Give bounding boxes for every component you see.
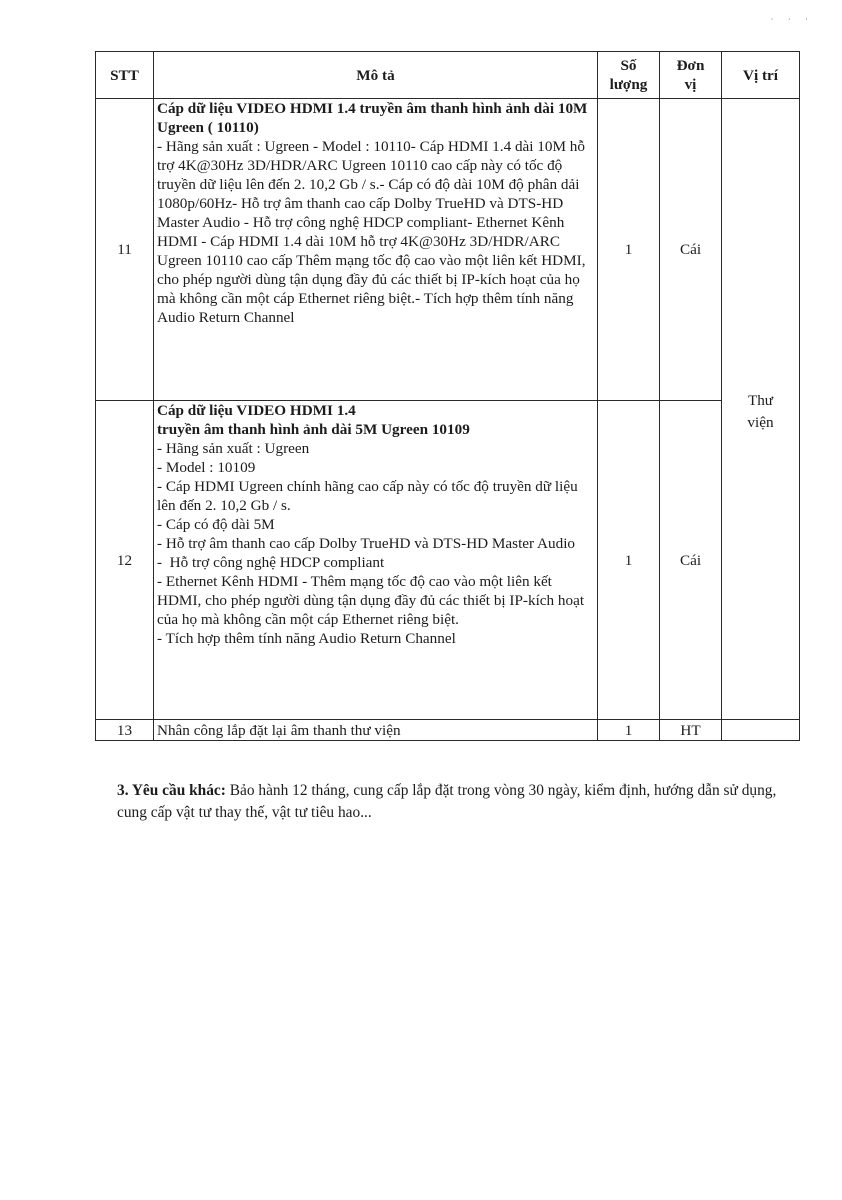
item-title: Cáp dữ liệu VIDEO HDMI 1.4 truyền âm thanh hình ảnh dài 10M Ugreen ( 10110) <box>157 100 588 136</box>
header-quantity-line1: Số <box>620 57 637 74</box>
table-row <box>96 99 800 401</box>
table-header-row <box>96 52 800 99</box>
item-spec-line: - Hãng sản xuất : Ugreen <box>157 440 310 457</box>
row-quantity: 1 <box>598 720 660 741</box>
row-quantity: 1 <box>598 99 660 401</box>
other-requirements <box>117 780 807 824</box>
header-unit-line2: vị <box>684 76 697 93</box>
other-requirements-text: Bảo hành 12 tháng, cung cấp lắp đặt trong vòng 30 ngày, kiểm định, hướng dẫn sử dụng, cung cấp vật tư thay thế, vật tư tiêu hao... <box>117 782 777 822</box>
scan-specks: · · · <box>770 14 814 24</box>
row-description: Nhân công lắp đặt lại âm thanh thư viện <box>154 720 598 741</box>
row-location-empty <box>722 720 800 741</box>
item-spec-line: - Tích hợp thêm tính năng Audio Return Channel <box>157 630 456 647</box>
item-spec-line: - Cáp có độ dài 5M <box>157 516 275 533</box>
item-spec-line: - Hỗ trợ công nghệ HDCP compliant <box>157 554 385 571</box>
header-quantity <box>598 52 660 99</box>
item-spec-line: - Model : 10109 <box>157 459 256 476</box>
row-stt: 13 <box>96 720 154 741</box>
row-unit: HT <box>660 720 722 741</box>
item-title-line1: Cáp dữ liệu VIDEO HDMI 1.4 <box>157 402 356 419</box>
header-description: Mô tả <box>154 52 598 99</box>
row-unit: Cái <box>660 401 722 720</box>
row-description <box>154 99 598 401</box>
header-unit <box>660 52 722 99</box>
other-requirements-label: 3. Yêu cầu khác: <box>117 782 226 800</box>
item-spec-line: - Ethernet Kênh HDMI - Thêm mạng tốc độ cao vào một liên kết HDMI, cho phép người dùng tận dụng đầy đủ các thiết bị IP-kích hoạt của họ mà không cần một cáp Ethernet riêng biệt. <box>157 573 588 628</box>
location-value-line2: viện <box>747 414 774 431</box>
equipment-table <box>95 51 800 741</box>
item-spec-line: - Cáp HDMI Ugreen chính hãng cao cấp này có tốc độ truyền dữ liệu lên đến 2. 10,2 Gb / s. <box>157 478 582 514</box>
item-spec-text: - Hãng sản xuất : Ugreen - Model : 10110- Cáp HDMI 1.4 dài 10M hỗ trợ 4K@30Hz 3D/HDR/ARC Ugreen 10110 cao cấp này có tốc độ truyền dữ liệu lên đến 2. 10,2 Gb / s.- Cáp có độ dài 10M độ phân dải 1080p/60Hz- Hỗ trợ âm thanh cao cấp Dolby TrueHD và DTS-HD Master Audio - Hỗ trợ công nghệ HDCP compliant- Ethernet Kênh HDMI - Cáp HDMI 1.4 dài 10M hỗ trợ 4K@30Hz 3D/HDR/ARC Ugreen 10110 cao cấp Thêm mạng tốc độ cao vào một liên kết HDMI, cho phép người dùng tận dụng đầy đủ các thiết bị IP-kích hoạt của họ mà không cần một cáp Ethernet riêng biệt.- Tích hợp thêm tính năng Audio Return Channel <box>157 138 590 326</box>
row-stt: 11 <box>96 99 154 401</box>
location-cell <box>722 99 800 720</box>
header-unit-line1: Đơn <box>676 57 705 74</box>
row-quantity: 1 <box>598 401 660 720</box>
table-row <box>96 720 800 741</box>
row-stt: 12 <box>96 401 154 720</box>
location-value-line1: Thư <box>747 392 774 409</box>
item-spec-line: - Hỗ trợ âm thanh cao cấp Dolby TrueHD và DTS-HD Master Audio <box>157 535 576 552</box>
row-description <box>154 401 598 720</box>
table-row <box>96 401 800 720</box>
header-location: Vị trí <box>722 52 800 99</box>
header-quantity-line2: lượng <box>609 76 648 93</box>
location-value <box>725 390 796 434</box>
header-stt: STT <box>96 52 154 99</box>
row-unit: Cái <box>660 99 722 401</box>
item-title-line2: truyền âm thanh hình ảnh dài 5M Ugreen 10109 <box>157 421 470 438</box>
